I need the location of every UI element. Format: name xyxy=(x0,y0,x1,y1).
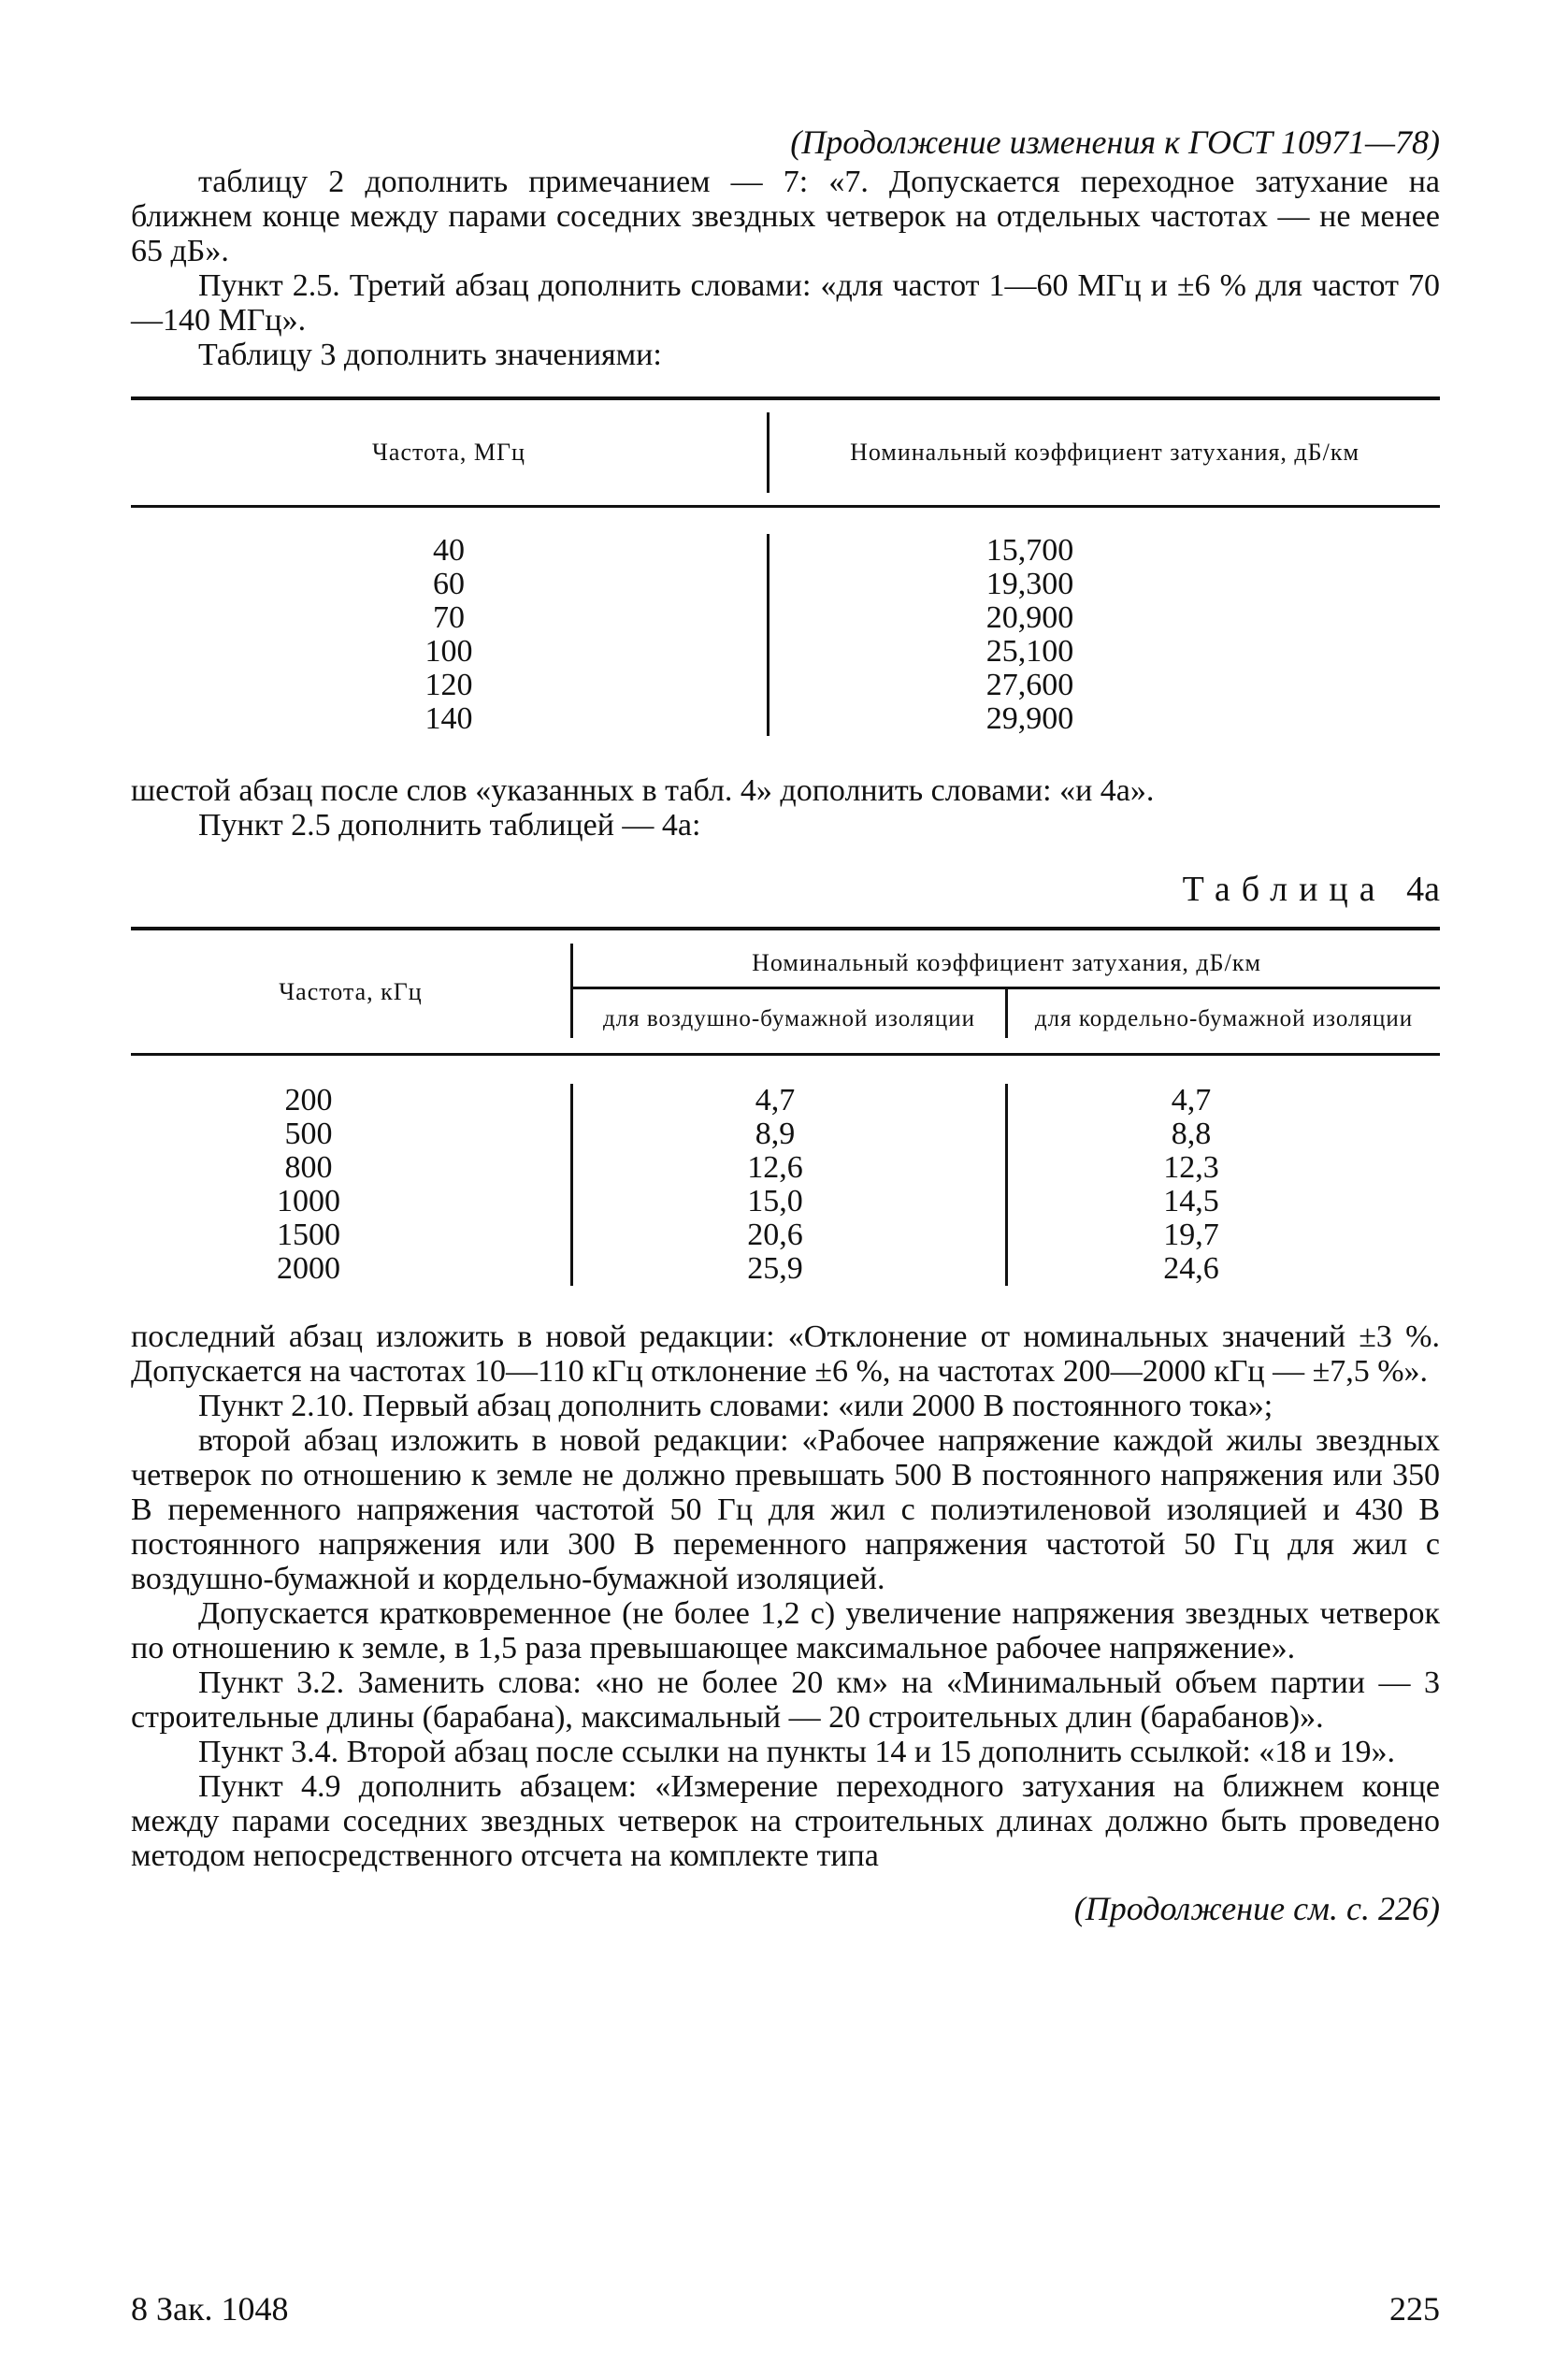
paragraph: Пункт 3.2. Заменить слова: «но не более 20 км» на «Минимальный объем партии — 3 строительные длины (барабана), максимальный — 20 строительных длин (барабанов)». xyxy=(131,1665,1440,1735)
table-cell: 1500 xyxy=(277,1218,340,1252)
paragraph: Допускается кратковременное (не более 1,2 с) увеличение напряжения звездных четверок по отношению к земле, в 1,5 раза превышающее максимальное рабочее напряжение». xyxy=(131,1596,1440,1665)
header-frequency: Частота, МГц xyxy=(372,439,525,466)
table-header xyxy=(131,400,1440,508)
table-body xyxy=(131,1056,1440,1286)
table-cell: 15,700 xyxy=(985,533,1074,568)
paragraph: Пункт 2.10. Первый абзац дополнить словами: «или 2000 В постоянного тока»; xyxy=(198,1389,1273,1423)
paragraph: Пункт 4.9 дополнить абзацем: «Измерение переходного затухания на ближнем конце между парами соседних звездных четверок на строительных длинах должно быть проведено методом непосредственного отсчета на комплекте типа xyxy=(131,1769,1440,1873)
column-air-paper xyxy=(570,1084,1005,1286)
table-cell: 20,900 xyxy=(985,600,1074,635)
table-cell: 20,6 xyxy=(747,1218,803,1252)
table-3 xyxy=(131,396,1440,736)
column-attenuation xyxy=(767,534,1440,736)
paragraph: последний абзац изложить в новой редакции: «Отклонение от номинальных значений ±3 %. Допускается на частотах 10—110 кГц отклонение ±6 %, на частотах 200—2000 кГц — ±7,5 %». xyxy=(131,1319,1440,1389)
table-cell: 200 xyxy=(284,1083,333,1117)
paragraph: таблицу 2 дополнить примечанием — 7: «7. Допускается переходное затухание на ближнем конце между парами соседних звездных четверок на отдельных частотах — не менее 65 дБ». xyxy=(131,165,1440,268)
header-attenuation-group xyxy=(570,944,1440,1038)
header-subcolumns xyxy=(573,989,1440,1038)
header-cord-paper: для кордельно-бумажной изоляции xyxy=(1005,989,1440,1038)
table-cell: 1000 xyxy=(277,1184,340,1218)
table-cell: 4,7 xyxy=(755,1083,796,1117)
table-cell: 500 xyxy=(284,1117,333,1151)
table-cell: 19,7 xyxy=(1163,1218,1219,1252)
column-cord-paper xyxy=(1005,1084,1440,1286)
paragraph: Пункт 3.4. Второй абзац после ссылки на пункты 14 и 15 дополнить ссылкой: «18 и 19». xyxy=(198,1735,1395,1769)
table-cell: 29,900 xyxy=(985,701,1074,736)
header-frequency: Частота, кГц xyxy=(279,977,423,1005)
table-header xyxy=(131,930,1440,1056)
table-body xyxy=(131,508,1440,736)
table-cell: 4,7 xyxy=(1171,1083,1212,1117)
table-cell: 140 xyxy=(424,701,473,736)
column-frequency xyxy=(131,534,767,736)
header-attenuation: Номинальный коэффициент затухания, дБ/км xyxy=(573,944,1440,989)
table-caption-number: 4а xyxy=(1406,870,1440,909)
table-cell: 12,6 xyxy=(747,1150,803,1185)
table-caption-word: Таблица xyxy=(1182,870,1387,909)
table-cell: 800 xyxy=(284,1150,333,1185)
table-cell: 14,5 xyxy=(1163,1184,1219,1218)
table-cell: 8,9 xyxy=(755,1117,796,1151)
table-cell: 25,100 xyxy=(985,634,1074,669)
paragraph: Таблицу 3 дополнить значениями: xyxy=(198,338,662,372)
paragraph: Пункт 2.5 дополнить таблицей — 4а: xyxy=(198,808,701,843)
table-cell: 24,6 xyxy=(1163,1251,1219,1286)
table-cell: 60 xyxy=(433,567,465,601)
page-number: 225 xyxy=(1389,2290,1440,2328)
continuation-note: (Продолжение см. с. 226) xyxy=(1073,1890,1440,1927)
paragraph: Пункт 2.5. Третий абзац дополнить словами: «для частот 1—60 МГц и ±6 % для частот 70—140 МГц». xyxy=(131,268,1440,338)
table-cell: 40 xyxy=(433,533,465,568)
table-cell: 12,3 xyxy=(1163,1150,1219,1185)
table-cell: 25,9 xyxy=(747,1251,803,1286)
table-cell: 70 xyxy=(433,600,465,635)
table-cell: 19,300 xyxy=(985,567,1074,601)
document-page xyxy=(131,120,1440,1931)
paragraph: шестой абзац после слов «указанных в табл. 4» дополнить словами: «и 4а». xyxy=(131,773,1155,808)
table-4a xyxy=(131,927,1440,1286)
header-air-paper: для воздушно-бумажной изоляции xyxy=(602,1006,976,1031)
table-cell: 15,0 xyxy=(747,1184,803,1218)
page-footer xyxy=(131,2289,1440,2328)
table-cell: 2000 xyxy=(277,1251,340,1286)
table-cell: 8,8 xyxy=(1171,1117,1212,1151)
table-cell: 120 xyxy=(424,668,473,702)
header-attenuation: Номинальный коэффициент затухания, дБ/км xyxy=(767,412,1440,493)
paragraph: второй абзац изложить в новой редакции: «Рабочее напряжение каждой жилы звездных четверок по отношению к земле не должно превышать 500 В постоянного напряжения или 350 В переменного напряжения частотой 50 Гц для жил с полиэтиленовой изоляцией и 430 В постоянного напряжения или 300 В переменного напряжения частотой 50 Гц для жил с воздушно-бумажной и кордельно-бумажной изоляцией. xyxy=(131,1423,1440,1596)
column-frequency xyxy=(131,1084,570,1286)
table-cell: 100 xyxy=(424,634,473,669)
table-cell: 27,600 xyxy=(985,668,1074,702)
order-number: 8 Зак. 1048 xyxy=(131,2290,289,2328)
running-header: (Продолжение изменения к ГОСТ 10971—78) xyxy=(790,123,1440,161)
table-caption xyxy=(131,869,1440,910)
